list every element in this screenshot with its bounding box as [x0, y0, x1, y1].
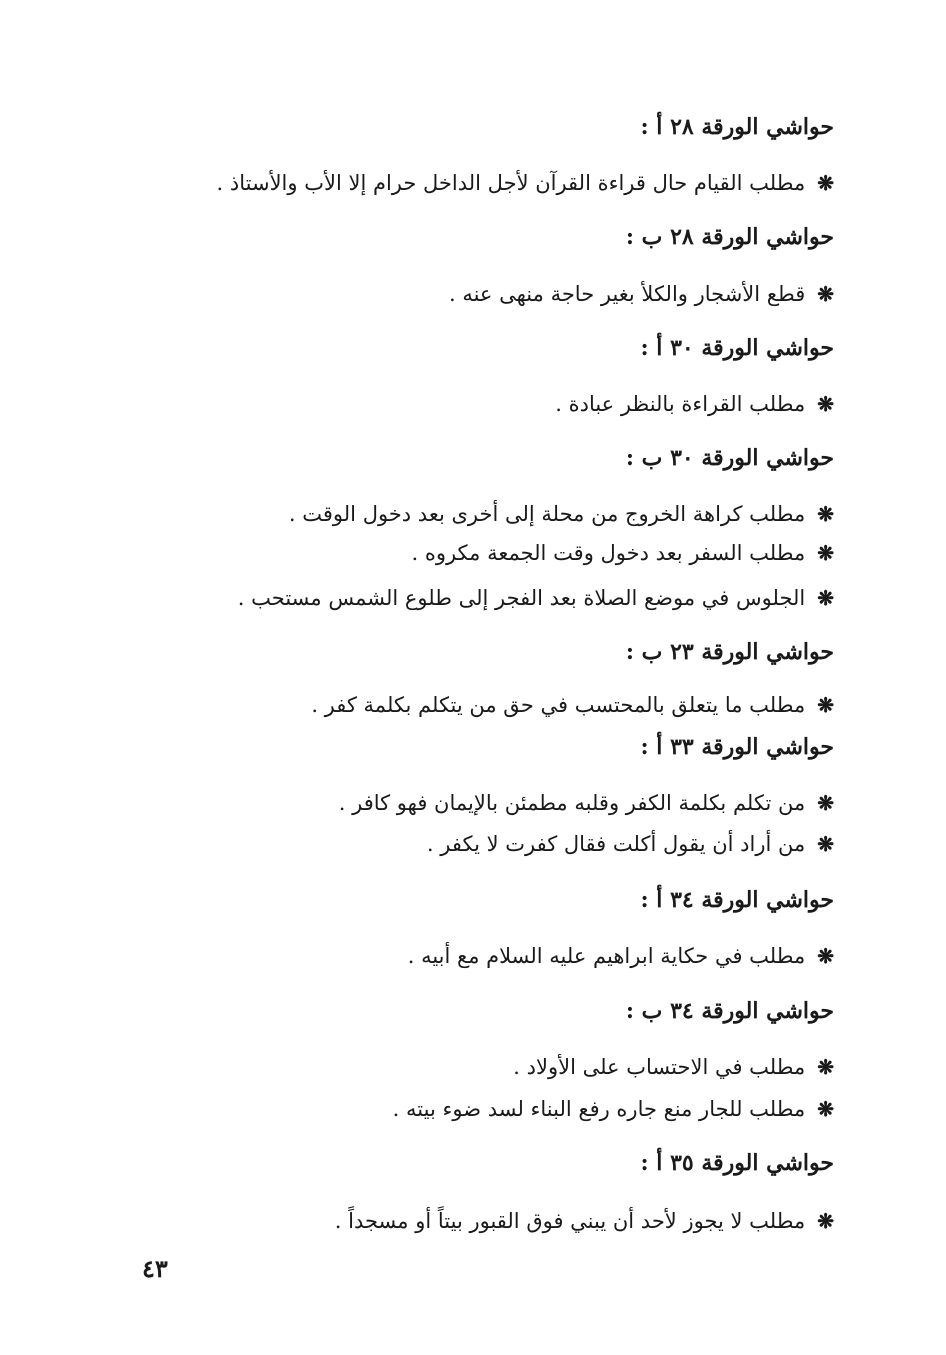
- asterisk-bullet-icon: ❋: [817, 1209, 834, 1233]
- item-text: الجلوس في موضع الصلاة بعد الفجر إلى طلوع الشمس مستحب .: [237, 586, 806, 610]
- item-text: مطلب القراءة بالنظر عبادة .: [555, 392, 806, 416]
- item-text: مطلب لا يجوز لأحد أن يبني فوق القبور بيتاً أو مسجداً .: [334, 1209, 806, 1233]
- asterisk-bullet-icon: ❋: [817, 392, 834, 416]
- asterisk-bullet-icon: ❋: [817, 1055, 834, 1079]
- asterisk-bullet-icon: ❋: [817, 586, 834, 610]
- asterisk-bullet-icon: ❋: [817, 693, 834, 717]
- item-text: من تكلم بكلمة الكفر وقلبه مطمئن بالإيمان فهو كافر .: [338, 791, 806, 815]
- asterisk-bullet-icon: ❋: [817, 832, 834, 856]
- item-text: مطلب كراهة الخروج من محلة إلى أخرى بعد دخول الوقت .: [288, 502, 806, 526]
- item-text: مطلب السفر بعد دخول وقت الجمعة مكروه .: [411, 541, 806, 565]
- section-heading: حواشي الورقة ٣٤ ب :: [625, 998, 834, 1024]
- item-text: قطع الأشجار والكلأ بغير حاجة منهى عنه .: [448, 282, 806, 306]
- section-heading: حواشي الورقة ٣٠ ب :: [625, 445, 834, 471]
- asterisk-bullet-icon: ❋: [817, 541, 834, 565]
- page-number: ٤٣: [142, 1254, 168, 1283]
- section-heading: حواشي الورقة ٣٠ أ :: [640, 335, 834, 361]
- list-item: [393, 1094, 834, 1124]
- item-text: مطلب القيام حال قراءة القرآن لأجل الداخل حرام إلا الأب والأستاذ .: [216, 171, 806, 195]
- list-item: [311, 690, 834, 720]
- section-heading: حواشي الورقة ٣٣ أ :: [640, 734, 834, 760]
- list-item: [339, 788, 834, 818]
- section-heading: حواشي الورقة ٣٥ أ :: [640, 1150, 834, 1176]
- asterisk-bullet-icon: ❋: [817, 171, 834, 195]
- item-text: من أراد أن يقول أكلت فقال كفرت لا يكفر .: [426, 832, 806, 856]
- item-text: مطلب ما يتعلق بالمحتسب في حق من يتكلم بكلمة كفر .: [311, 693, 806, 717]
- list-item: [238, 583, 834, 613]
- list-item: [513, 1052, 834, 1082]
- list-item: [555, 389, 834, 419]
- list-item: [289, 499, 834, 529]
- list-item: [449, 279, 834, 309]
- asterisk-bullet-icon: ❋: [817, 791, 834, 815]
- item-text: مطلب في حكاية ابراهيم عليه السلام مع أبيه .: [407, 944, 806, 968]
- asterisk-bullet-icon: ❋: [817, 1097, 834, 1121]
- list-item: [411, 538, 834, 568]
- item-text: مطلب للجار منع جاره رفع البناء لسد ضوء بيته .: [392, 1097, 806, 1121]
- list-item: [335, 1206, 834, 1236]
- section-heading: حواشي الورقة ٢٨ ب :: [625, 224, 834, 250]
- asterisk-bullet-icon: ❋: [817, 502, 834, 526]
- list-item: [427, 829, 834, 859]
- section-heading: حواشي الورقة ٢٣ ب :: [625, 639, 834, 665]
- list-item: [408, 941, 834, 971]
- asterisk-bullet-icon: ❋: [817, 944, 834, 968]
- item-text: مطلب في الاحتساب على الأولاد .: [513, 1055, 806, 1079]
- list-item: [217, 168, 834, 198]
- section-heading: حواشي الورقة ٢٨ أ :: [640, 114, 834, 140]
- asterisk-bullet-icon: ❋: [817, 282, 834, 306]
- section-heading: حواشي الورقة ٣٤ أ :: [640, 887, 834, 913]
